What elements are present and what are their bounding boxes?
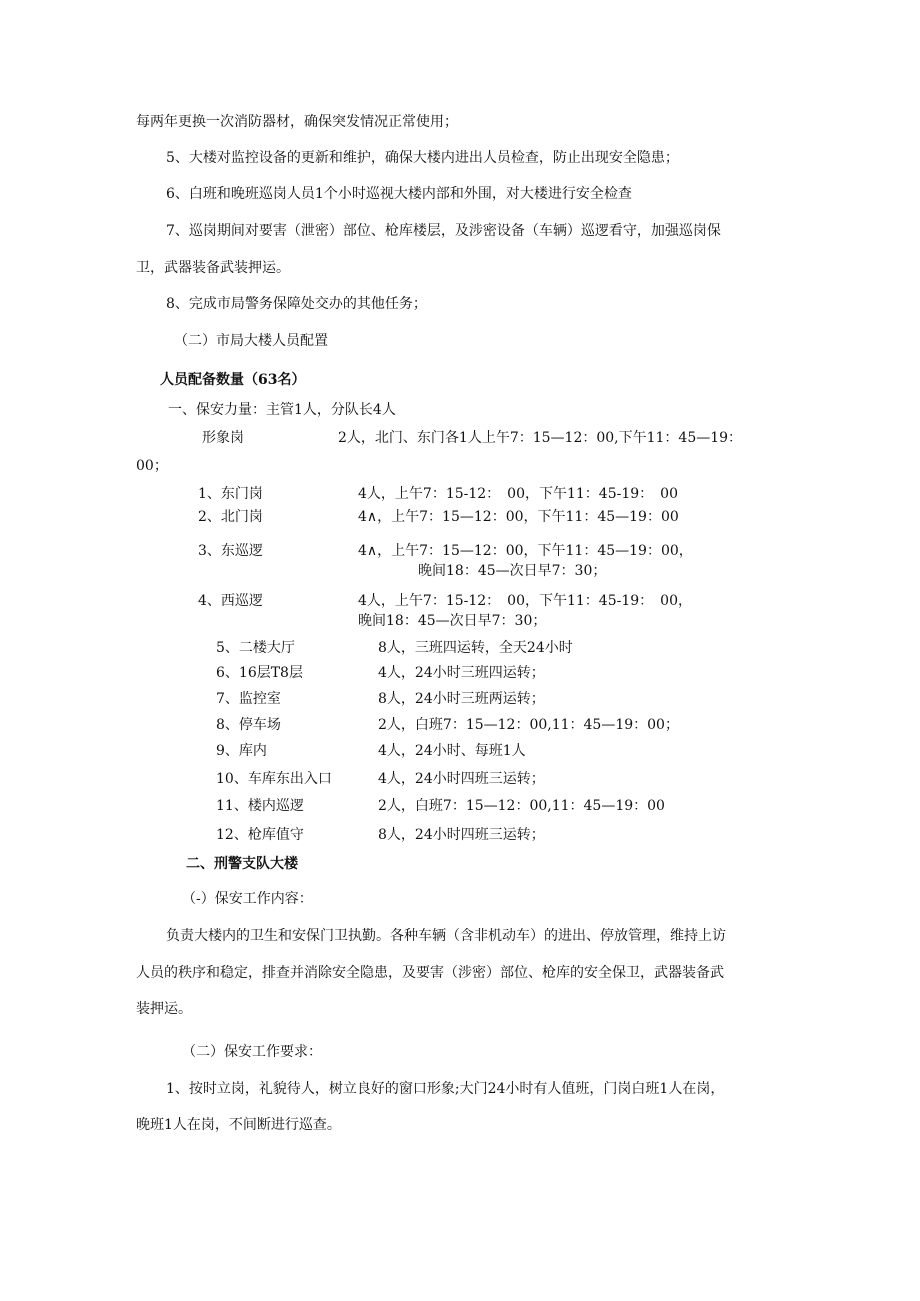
staff-row-detail: 4∧，上午7：15—12：00，下午11：45—19：00， [358, 543, 693, 559]
section-heading-staffing: （二）市局大楼人员配置 [174, 333, 328, 349]
paragraph-work-content-line2: 人员的秩序和稳定，排查并消除安全隐患，及要害（涉密）部位、枪库的安全保卫，武器装备武 [136, 965, 724, 981]
security-force-heading: 一、保安力量：主管1人，分队长4人 [168, 402, 396, 418]
staff-row-name: 11、楼内巡逻 [216, 798, 304, 814]
staff-count-heading: 人员配备数量（63名） [160, 372, 306, 388]
paragraph-fire-equipment: 每两年更换一次消防器材，确保突发情况正常使用； [136, 114, 458, 130]
staff-row-name: 8、停车场 [216, 717, 281, 733]
staff-row-name: 7、监控室 [216, 691, 281, 707]
paragraph-item-7-line1: 7、巡岗期间对要害（泄密）部位、枪库楼层，及涉密设备（车辆）巡逻看守，加强巡岗保 [166, 223, 721, 239]
staff-row-name: 形象岗 [202, 430, 244, 446]
staff-row-detail-cont: 晚间18：45—次日早7：30； [418, 563, 607, 579]
staff-row-name: 3、东巡逻 [198, 543, 263, 559]
staff-row-name: 10、车库东出入口 [216, 771, 332, 787]
staff-row-detail: 4人，24小时四班三运转； [378, 771, 545, 787]
staff-row-name: 6、16层T8层 [216, 665, 303, 681]
paragraph-item-6: 6、白班和晚班巡岗人员1个小时巡视大楼内部和外围，对大楼进行安全检查 [166, 186, 632, 202]
paragraph-work-content-line1: 负责大楼内的卫生和安保门卫执勤。各种车辆（含非机动车）的进出、停放管理，维持上访 [166, 928, 726, 944]
paragraph-item-7-line2: 卫，武器装备武装押运。 [136, 260, 290, 276]
staff-row-detail: 8人，24小时三班两运转； [378, 691, 545, 707]
staff-row-detail-cont: 晚间18：45—次日早7：30； [358, 613, 547, 629]
paragraph-work-content-line3: 装押运。 [136, 1001, 192, 1017]
paragraph-requirement-1-line2: 晚班1人在岗，不间断进行巡查。 [136, 1117, 341, 1133]
staff-row-detail: 4人，上午7：15-12： 00，下午11：45-19： 00 [358, 486, 678, 502]
paragraph-requirement-1-line1: 1、按时立岗，礼貌待人，树立良好的窗口形象;大门24小时有人值班，门岗白班1人在岗， [166, 1081, 725, 1097]
staff-row-detail: 4人，24小时、每班1人 [378, 743, 526, 759]
staff-row-detail: 8人，24小时四班三运转； [378, 827, 545, 843]
staff-row-detail: 4∧，上午7：15—12：00，下午11：45—19：00 [358, 509, 679, 525]
section-heading-criminal-police: 二、刑警支队大楼 [186, 856, 298, 872]
staff-row-detail: 2人，白班7：15—12：00,11：45—19：00 [378, 798, 665, 814]
staff-row-name: 9、库内 [216, 743, 267, 759]
staff-row-detail: 2人，北门、东门各1人上午7：15—12：00,下午11：45—19： [338, 430, 743, 446]
subheading-work-requirements: （二）保安工作要求： [182, 1044, 322, 1060]
subheading-work-content: （-）保安工作内容： [182, 891, 313, 907]
staff-row-name: 4、西巡逻 [198, 593, 263, 609]
staff-row-name: 12、枪库值守 [216, 827, 304, 843]
staff-row-name: 1、东门岗 [198, 486, 263, 502]
paragraph-item-5: 5、大楼对监控设备的更新和维护，确保大楼内进出人员检查，防止出现安全隐患； [166, 150, 679, 166]
staff-row-detail: 4人，24小时三班四运转； [378, 665, 545, 681]
staff-row-detail-cont: 00； [136, 458, 168, 474]
staff-row-detail: 8人，三班四运转，全天24小时 [378, 640, 573, 656]
paragraph-item-8: 8、完成市局警务保障处交办的其他任务； [166, 296, 427, 312]
staff-row-name: 5、二楼大厅 [216, 640, 295, 656]
staff-row-detail: 2人，白班7：15—12：00,11：45—19：00； [378, 717, 679, 733]
staff-row-name: 2、北门岗 [198, 509, 263, 525]
staff-row-detail: 4人，上午7：15-12： 00，下午11：45-19： 00， [358, 593, 692, 609]
